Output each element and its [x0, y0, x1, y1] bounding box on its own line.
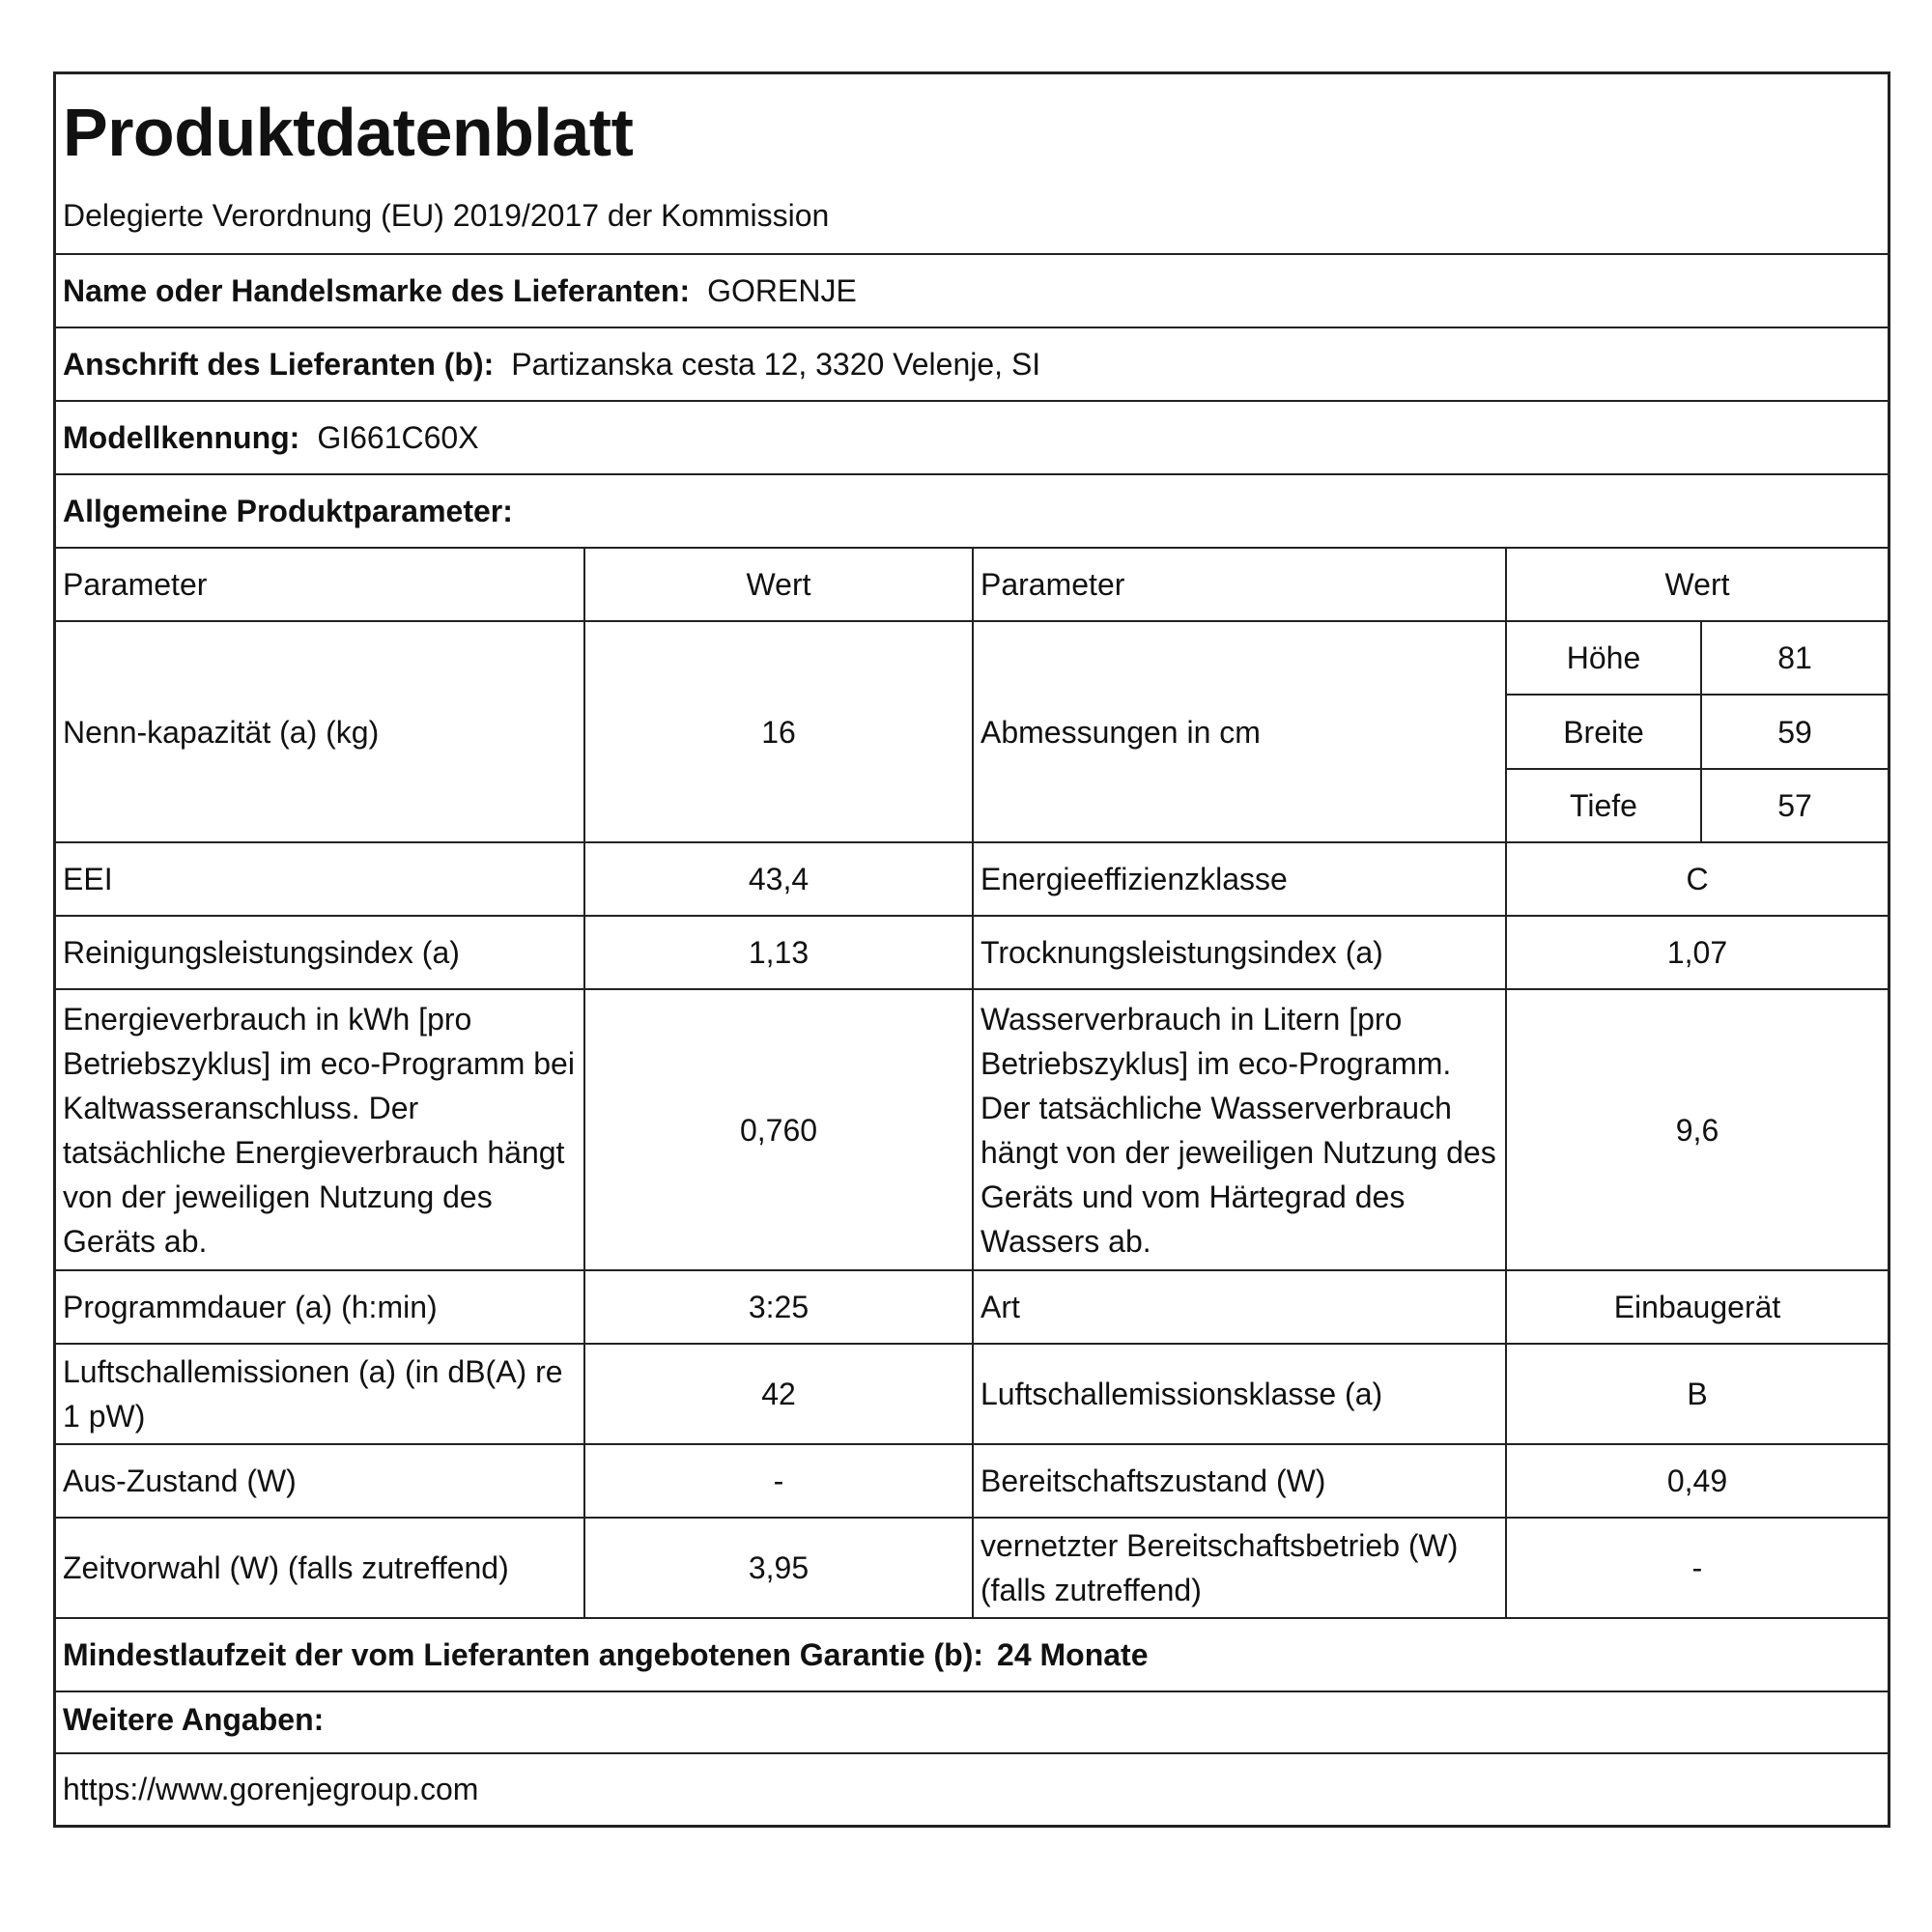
table-row-v2: B [1507, 1345, 1888, 1445]
table-row-p2: Art [974, 1271, 1507, 1345]
table-row-v2: C [1507, 843, 1888, 917]
further-info-heading: Weitere Angaben: [63, 1702, 325, 1737]
dimension-name-depth: Tiefe [1507, 770, 1702, 843]
table-row-p2: vernetzter Bereitschaftsbetrieb (W) (falls zutreffend) [974, 1519, 1507, 1619]
table-row-p1: Aus-Zustand (W) [56, 1445, 585, 1519]
table-row-v2: Einbaugerät [1507, 1271, 1888, 1345]
table-row-p1: Programmdauer (a) (h:min) [56, 1271, 585, 1345]
table-row-v1: 3:25 [585, 1271, 974, 1345]
supplier-name-row [56, 255, 1888, 328]
table-row-p2: Energieeffizienzklasse [974, 843, 1507, 917]
table-row-p1: Zeitvorwahl (W) (falls zutreffend) [56, 1519, 585, 1619]
table-row-v1: 42 [585, 1345, 974, 1445]
warranty-row [56, 1619, 1888, 1692]
table-row-v1: 43,4 [585, 843, 974, 917]
table-row-p2: Luftschallemissionsklasse (a) [974, 1345, 1507, 1445]
model-row [56, 402, 1888, 475]
table-row-p1: EEI [56, 843, 585, 917]
table-row-v2: 1,07 [1507, 917, 1888, 990]
table-row-v1: - [585, 1445, 974, 1519]
general-params-heading-row [56, 475, 1888, 549]
general-params-heading: Allgemeine Produktparameter: [63, 493, 513, 528]
title-block [56, 74, 1888, 255]
table-row-v1: 0,760 [585, 990, 974, 1271]
table-row-p1: Reinigungsleistungsindex (a) [56, 917, 585, 990]
page-title: Produktdatenblatt [63, 95, 634, 170]
dimension-value-height: 81 [1702, 622, 1888, 696]
warranty-value: 24 Monate [997, 1636, 1149, 1672]
model-value: GI661C60X [317, 419, 479, 455]
model-label: Modellkennung: [63, 419, 300, 455]
url-row [56, 1754, 1888, 1825]
further-info-heading-row [56, 1692, 1888, 1754]
header-parameter-1: Parameter [56, 549, 585, 622]
table-row-p1: Luftschallemissionen (a) (in dB(A) re 1 pW) [56, 1345, 585, 1445]
table-row-p2: Wasserverbrauch in Litern [pro Betriebszyklus] im eco-Programm. Der tatsächliche Wasserverbrauch hängt von der jeweiligen Nutzung des Geräts und vom Härtegrad des Wassers ab. [974, 990, 1507, 1271]
capacity-value: 16 [585, 622, 974, 843]
supplier-name-value: GORENJE [707, 272, 857, 308]
dimension-value-width: 59 [1702, 696, 1888, 770]
supplier-name-label: Name oder Handelsmarke des Lieferanten: [63, 272, 691, 308]
supplier-address-label: Anschrift des Lieferanten (b): [63, 346, 495, 382]
capacity-label: Nenn-kapazität (a) (kg) [56, 622, 585, 843]
table-row-p2: Trocknungsleistungsindex (a) [974, 917, 1507, 990]
product-datasheet [53, 71, 1890, 1828]
header-value-2: Wert [1507, 549, 1888, 622]
supplier-address-row [56, 328, 1888, 402]
table-row-v1: 1,13 [585, 917, 974, 990]
table-row-v1: 3,95 [585, 1519, 974, 1619]
table-row-v2: 0,49 [1507, 1445, 1888, 1519]
header-value-1: Wert [585, 549, 974, 622]
supplier-address-value: Partizanska cesta 12, 3320 Velenje, SI [511, 346, 1041, 382]
dimension-name-height: Höhe [1507, 622, 1702, 696]
dimension-value-depth: 57 [1702, 770, 1888, 843]
dimensions-label: Abmessungen in cm [974, 622, 1507, 843]
header-parameter-2: Parameter [974, 549, 1507, 622]
website-link[interactable]: https://www.gorenjegroup.com [63, 1772, 479, 1806]
regulation-subtitle: Delegierte Verordnung (EU) 2019/2017 der Kommission [63, 198, 830, 233]
table-row-v2: 9,6 [1507, 990, 1888, 1271]
table-row-p2: Bereitschaftszustand (W) [974, 1445, 1507, 1519]
dimension-name-width: Breite [1507, 696, 1702, 770]
warranty-label: Mindestlaufzeit der vom Lieferanten angebotenen Garantie (b): [63, 1636, 984, 1672]
table-row-v2: - [1507, 1519, 1888, 1619]
table-row-p1: Energieverbrauch in kWh [pro Betriebszyklus] im eco-Programm bei Kaltwasseranschluss. Der tatsächliche Energieverbrauch hängt von der jeweiligen Nutzung des Geräts ab. [56, 990, 585, 1271]
